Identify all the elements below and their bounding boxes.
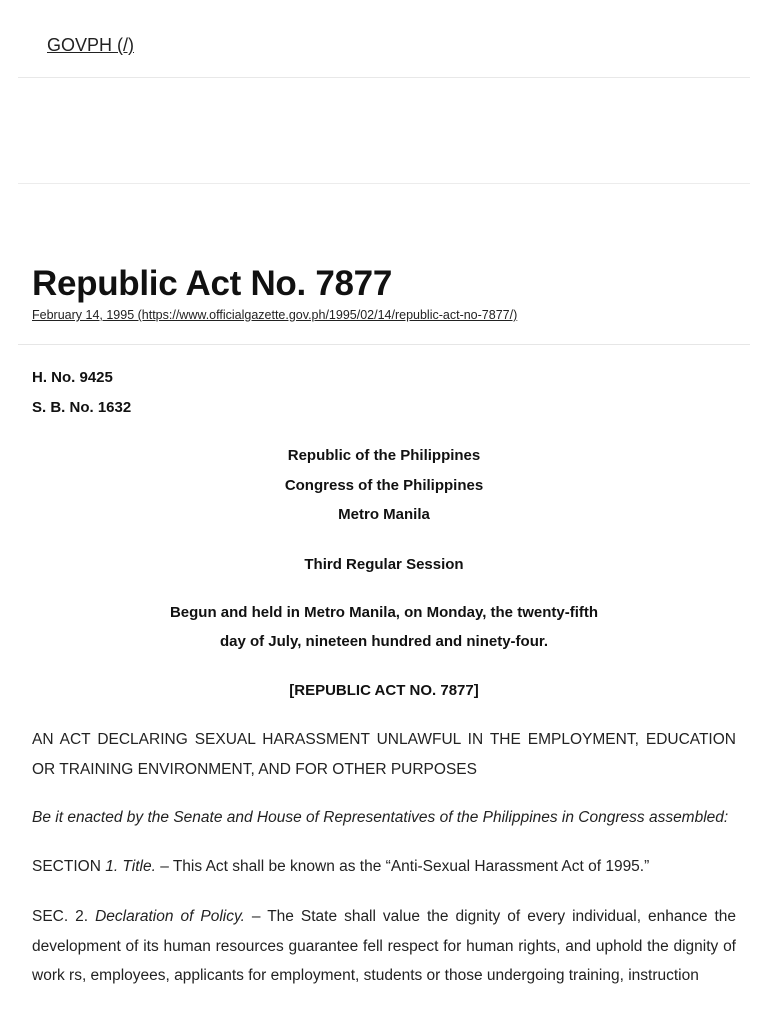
heading-republic: Republic of the Philippines (287, 447, 481, 464)
heading-session: Third Regular Session (304, 556, 464, 573)
heading-location: Metro Manila (338, 506, 430, 523)
section-2-heading: Declaration of Policy. (95, 908, 245, 925)
heading-begun-line-2: day of July, nineteen hundred and ninety-four. (219, 633, 549, 650)
act-title-paragraph: AN ACT DECLARING SEXUAL HARASSMENT UNLAWFUL IN THE EMPLOYMENT, EDUCATION OR TRAINING ENVIRONMENT, AND FOR OTHER PURPOSES (32, 731, 736, 778)
section-2-text: – The State shall value the dignity of every individual, enhance the development of its human resources guarantee fell respect for human rights, and uphold the dignity of work rs, employees, applicants for employment, students or those undergoing training, instruction (32, 908, 737, 984)
header-banner (18, 78, 750, 184)
section-2-paragraph (32, 902, 736, 991)
section-2-prefix: SEC. 2. (32, 908, 96, 925)
heading-act-label: [REPUBLIC ACT NO. 7877] (289, 682, 479, 699)
top-navigation-bar (18, 0, 750, 78)
heading-congress: Congress of the Philippines (284, 477, 484, 494)
section-1-heading: 1. Title. (105, 858, 156, 875)
govph-home-link[interactable]: GOVPH (/) (47, 35, 135, 55)
section-1-text: – This Act shall be known as the “Anti-Sexual Harassment Act of 1995.” (155, 858, 650, 875)
publish-date-link[interactable]: February 14, 1995 (https://www.officialgazette.gov.ph/1995/02/14/republic-act-no-7877/) (32, 308, 518, 322)
page-title: Republic Act No. 7877 (32, 264, 393, 303)
section-1-prefix: SECTION (32, 858, 106, 875)
title-divider (18, 344, 750, 345)
section-1-paragraph (32, 852, 736, 882)
heading-begun-line-1: Begun and held in Metro Manila, on Monday, the twenty-fifth (169, 604, 599, 621)
senate-bill-number: S. B. No. 1632 (32, 399, 132, 416)
enacting-clause: Be it enacted by the Senate and House of Representatives of the Philippines in Congress assembled: (32, 809, 729, 826)
house-bill-number: H. No. 9425 (32, 369, 113, 386)
